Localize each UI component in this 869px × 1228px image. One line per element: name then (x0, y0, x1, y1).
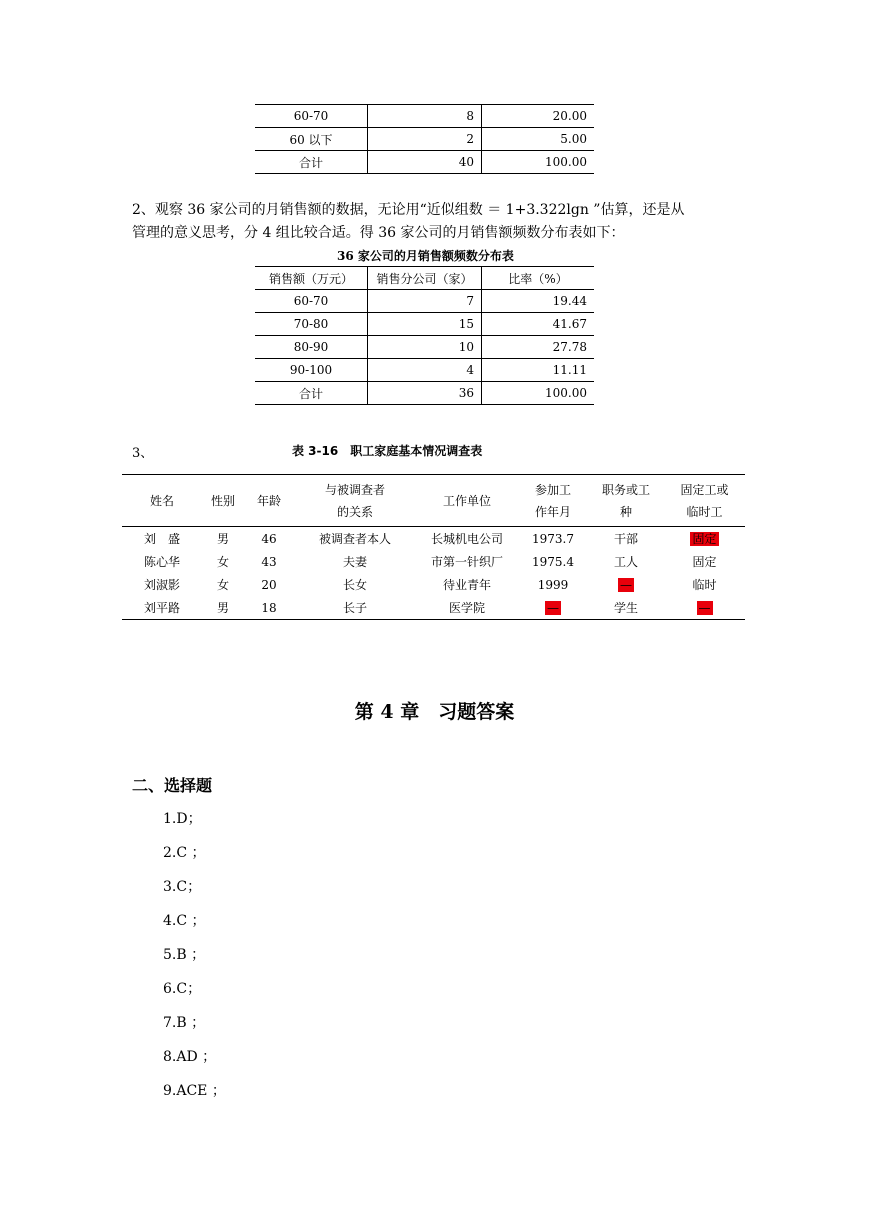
table-row (255, 359, 594, 382)
table-row (122, 596, 745, 620)
table-cell: 长女 (342, 578, 367, 592)
table-cell: 60-70 (255, 290, 368, 313)
table-3-caption: 表 3-16 职工家庭基本情况调查表 (292, 444, 483, 458)
table-row (255, 128, 594, 151)
table-cell: 临时 (692, 578, 717, 592)
answer-item: 8.AD ； (163, 1049, 217, 1065)
answer-item: 6.C； (163, 981, 202, 997)
table-cell: 1999 (537, 577, 569, 592)
table-header-cell: 参加工 作年月 (518, 475, 588, 527)
table-row (255, 382, 594, 405)
table-cell: 干部 (613, 532, 638, 546)
answer-item: 9.ACE ； (163, 1083, 226, 1099)
table-cell: 46 (261, 531, 277, 546)
table-cell: 女 (216, 578, 229, 592)
table-cell: 7 (368, 290, 482, 313)
answer-item: 5.B ； (163, 947, 206, 963)
table-cell: 刘淑影 (143, 578, 180, 592)
table-cell: 1975.4 (532, 554, 574, 569)
table-row (122, 573, 745, 596)
highlighted-value: — (620, 577, 632, 592)
answer-item: 7.B ； (163, 1015, 206, 1031)
table-cell: 女 (216, 555, 229, 569)
table-cell: 合计 (255, 382, 368, 405)
table-header-cell: 工作单位 (416, 475, 518, 527)
paragraph-2-line-1: 2、观察 36 家公司的月销售额的数据，无论用“近似组数 ＝ 1+3.322lgn ”估算，还是从 (132, 202, 685, 218)
table-cell: 15 (368, 313, 482, 336)
paragraph-2-line-2: 管理的意义思考，分 4 组比较合适。得 36 家公司的月销售额频数分布表如下： (132, 225, 625, 241)
table-2-caption: 36 家公司的月销售额频数分布表 (337, 249, 514, 263)
highlighted-value: — (698, 600, 711, 615)
table-cell: 2 (368, 128, 482, 151)
table-cell: 夫妻 (342, 555, 367, 569)
table-cell: 20.00 (482, 105, 595, 128)
table-cell: 刘 盛 (143, 532, 180, 546)
table-cell: 19.44 (482, 290, 595, 313)
section-3-number: 3、 (132, 446, 154, 461)
section-title: 二、选择题 (132, 776, 213, 795)
table-cell: 100.00 (482, 151, 595, 174)
table-cell: 待业青年 (442, 578, 491, 592)
table-cell: 11.11 (482, 359, 595, 382)
table-cell: 10 (368, 336, 482, 359)
table-cell: 20 (261, 577, 277, 592)
table-row (122, 527, 745, 551)
table-header-cell: 年龄 (244, 475, 294, 527)
table-cell: 学生 (613, 601, 638, 615)
table-cell: 固定 (692, 555, 717, 569)
table-1 (255, 104, 594, 174)
table-header-cell: 与被调查者 的关系 (294, 475, 416, 527)
table-row (255, 290, 594, 313)
table-header-cell: 销售分公司（家） (368, 267, 482, 290)
table-cell: 陈心华 (143, 555, 180, 569)
answer-item: 1.D； (163, 811, 202, 827)
table-header-cell: 销售额（万元） (255, 267, 368, 290)
table-header-cell: 固定工或 临时工 (664, 475, 745, 527)
table-header-row (255, 267, 594, 290)
table-cell: 刘平路 (143, 601, 180, 615)
table-cell: 43 (261, 554, 277, 569)
table-header-cell: 比率（%） (482, 267, 595, 290)
answer-item: 4.C ； (163, 913, 206, 929)
answer-item: 2.C ； (163, 845, 206, 861)
table-cell: 4 (368, 359, 482, 382)
table-header-row (122, 475, 745, 527)
highlighted-value: — (547, 600, 559, 615)
table-header-cell: 职务或工 种 (588, 475, 664, 527)
table-row (255, 151, 594, 174)
answer-item: 3.C； (163, 879, 202, 895)
table-cell: 1973.7 (532, 531, 574, 546)
table-cell: 被调查者本人 (318, 532, 391, 546)
table-cell: 医学院 (448, 601, 485, 615)
table-cell (588, 573, 664, 596)
table-cell: 70-80 (255, 313, 368, 336)
table-cell: 41.67 (482, 313, 595, 336)
table-cell: 8 (368, 105, 482, 128)
table-cell: 男 (216, 532, 229, 546)
table-cell: 100.00 (482, 382, 595, 405)
table-cell: 80-90 (255, 336, 368, 359)
table-cell: 工人 (613, 555, 638, 569)
table-header-cell: 性别 (202, 475, 244, 527)
table-cell (664, 596, 745, 620)
table-row (255, 313, 594, 336)
table-cell (518, 596, 588, 620)
chapter-title: 第 4 章 习题答案 (354, 701, 515, 723)
table-cell: 40 (368, 151, 482, 174)
table-cell: 18 (261, 600, 277, 615)
table-cell (664, 527, 745, 551)
table-3 (122, 474, 745, 620)
table-cell: 60 以下 (255, 128, 368, 151)
table-row (255, 336, 594, 359)
table-2 (255, 266, 594, 405)
table-cell: 长城机电公司 (430, 532, 503, 546)
table-row (122, 550, 745, 573)
table-cell: 合计 (255, 151, 368, 174)
table-row (255, 105, 594, 128)
highlighted-value: 固定 (692, 532, 717, 546)
table-cell: 长子 (342, 601, 367, 615)
table-cell: 27.78 (482, 336, 595, 359)
table-cell: 90-100 (255, 359, 368, 382)
table-cell: 36 (368, 382, 482, 405)
table-cell: 市第一针织厂 (430, 555, 503, 569)
table-header-cell: 姓名 (122, 475, 202, 527)
table-cell: 5.00 (482, 128, 595, 151)
table-cell: 60-70 (255, 105, 368, 128)
table-cell: 男 (216, 601, 229, 615)
